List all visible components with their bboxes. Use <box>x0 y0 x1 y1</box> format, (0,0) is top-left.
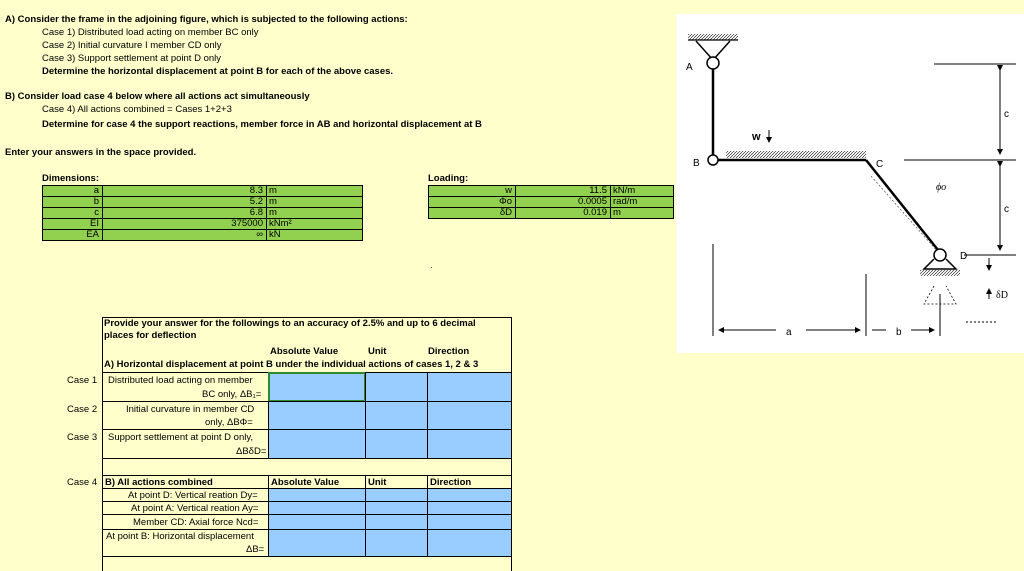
instruction-line2: places for deflection <box>104 330 197 341</box>
instruction-line1: Provide your answer for the followings to an accuracy of 2.5% and up to 6 decimal <box>104 318 476 329</box>
dimensions-heading: Dimensions: <box>42 173 100 184</box>
dimension-value: 6.8 <box>102 207 267 219</box>
frame-diagram <box>676 14 1024 353</box>
hinge-a <box>707 57 719 69</box>
part-a-task: Determine the horizontal displacement at point B for each of the above cases. <box>42 66 394 77</box>
ncd-absolute-input[interactable] <box>268 514 366 530</box>
label-b-dim: b <box>896 327 902 338</box>
stray-dot: · <box>430 263 433 272</box>
case1-unit-input[interactable] <box>365 372 428 402</box>
label-a-dim: a <box>786 327 792 338</box>
dimension-value: 5.2 <box>102 196 267 208</box>
dimension-unit: kNm² <box>266 218 363 230</box>
label-a: A <box>686 62 693 73</box>
member-cd <box>866 160 938 250</box>
case1-line2: BC only, ΔB₁= <box>202 389 262 400</box>
case1-absolute-input[interactable] <box>268 372 366 402</box>
label-phi: ϕo <box>936 182 947 193</box>
row-ay-label: At point A: Vertical reation Ay= <box>131 503 259 514</box>
loading-unit: kN/m <box>610 185 674 197</box>
loading-heading: Loading: <box>428 173 469 184</box>
b-col-unit: Unit <box>368 477 387 488</box>
case2-line2: only, ΔBΦ= <box>205 417 253 428</box>
row-dy-label: At point D: Vertical reation Dy= <box>128 490 258 501</box>
curvature-line <box>871 176 938 252</box>
row-ab-line1: At point B: Horizontal displacement <box>106 531 254 542</box>
dimension-label: c <box>42 207 103 219</box>
row-ab-line2: ΔB= <box>246 544 265 555</box>
hinge-b <box>708 155 718 165</box>
dimension-unit: kN <box>266 229 363 241</box>
case2-description: Case 2) Initial curvature I member CD only <box>42 40 222 51</box>
dimension-label: b <box>42 196 103 208</box>
case2-absolute-input[interactable] <box>268 401 366 430</box>
ay-unit-input[interactable] <box>365 501 428 515</box>
label-d: D <box>960 251 968 262</box>
support-d-ground <box>920 270 960 276</box>
b-col-direction: Direction <box>430 477 472 488</box>
dimension-unit: m <box>266 207 363 219</box>
support-a-ground <box>688 34 738 40</box>
case4-label: Case 4 <box>67 477 98 488</box>
b-col-absolute-value: Absolute Value <box>271 477 340 488</box>
label-w: w <box>752 131 761 143</box>
part-b-task: Determine for case 4 the support reactions, member force in AB and horizontal displacement at B <box>42 119 482 130</box>
ncd-direction-input[interactable] <box>427 514 512 530</box>
ab-unit-input[interactable] <box>365 529 428 557</box>
case2-line1: Initial curvature in member CD <box>126 404 255 415</box>
dy-absolute-input[interactable] <box>268 488 366 502</box>
frame-figure <box>676 14 1024 353</box>
hinge-d <box>934 249 946 261</box>
case2-unit-input[interactable] <box>365 401 428 430</box>
loading-value: 0.0005 <box>515 196 611 208</box>
case2-label: Case 2 <box>67 404 98 415</box>
case1-line1: Distributed load acting on member <box>108 375 253 386</box>
loading-label: δD <box>428 207 516 219</box>
dimension-value: ∞ <box>102 229 267 241</box>
case1-label: Case 1 <box>67 375 98 386</box>
dimension-value: 8.3 <box>102 185 267 197</box>
label-c: C <box>876 159 884 170</box>
label-c1: c <box>1004 109 1009 120</box>
case1-description: Case 1) Distributed load acting on member BC only <box>42 27 259 38</box>
case1-direction-input[interactable] <box>427 372 512 402</box>
case3-line2: ΔBδD= <box>236 446 267 457</box>
dimension-value: 375000 <box>102 218 267 230</box>
enter-answers-text: Enter your answers in the space provided. <box>5 147 197 158</box>
dimension-label: EA <box>42 229 103 241</box>
case3-line1: Support settlement at point D only, <box>108 432 254 443</box>
ab-absolute-input[interactable] <box>268 529 366 557</box>
section-b-heading: B) All actions combined <box>105 477 213 488</box>
case4-description: Case 4) All actions combined = Cases 1+2+3 <box>42 104 232 115</box>
part-a-heading: A) Consider the frame in the adjoining figure, which is subjected to the following actions: <box>5 14 408 25</box>
case3-label: Case 3 <box>67 432 98 443</box>
ay-direction-input[interactable] <box>427 501 512 515</box>
distributed-load <box>726 151 866 158</box>
col-unit: Unit <box>368 346 387 357</box>
loading-unit: rad/m <box>610 196 674 208</box>
loading-label: Φo <box>428 196 516 208</box>
col-absolute-value: Absolute Value <box>270 346 339 357</box>
case3-unit-input[interactable] <box>365 429 428 459</box>
dimension-unit: m <box>266 196 363 208</box>
case3-absolute-input[interactable] <box>268 429 366 459</box>
col-direction: Direction <box>428 346 470 357</box>
dimension-label: a <box>42 185 103 197</box>
dy-unit-input[interactable] <box>365 488 428 502</box>
case2-direction-input[interactable] <box>427 401 512 430</box>
loading-label: w <box>428 185 516 197</box>
ab-direction-input[interactable] <box>427 529 512 557</box>
dimension-label: EI <box>42 218 103 230</box>
section-a-heading: A) Horizontal displacement at point B under the individual actions of cases 1, 2 & 3 <box>104 359 479 370</box>
ay-absolute-input[interactable] <box>268 501 366 515</box>
label-delta-d: δD <box>996 290 1008 301</box>
loading-unit: m <box>610 207 674 219</box>
loading-value: 11.5 <box>515 185 611 197</box>
ncd-unit-input[interactable] <box>365 514 428 530</box>
spacer-row <box>102 458 512 476</box>
label-b: B <box>693 158 700 169</box>
case3-direction-input[interactable] <box>427 429 512 459</box>
part-b-heading: B) Consider load case 4 below where all actions act simultaneously <box>5 91 310 102</box>
label-c2: c <box>1004 204 1009 215</box>
dimension-unit: m <box>266 185 363 197</box>
row-ncd-label: Member CD: Axial force Ncd= <box>133 517 259 528</box>
dy-direction-input[interactable] <box>427 488 512 502</box>
bottom-row <box>102 556 512 571</box>
case3-description: Case 3) Support settlement at point D only <box>42 53 222 64</box>
loading-value: 0.019 <box>515 207 611 219</box>
